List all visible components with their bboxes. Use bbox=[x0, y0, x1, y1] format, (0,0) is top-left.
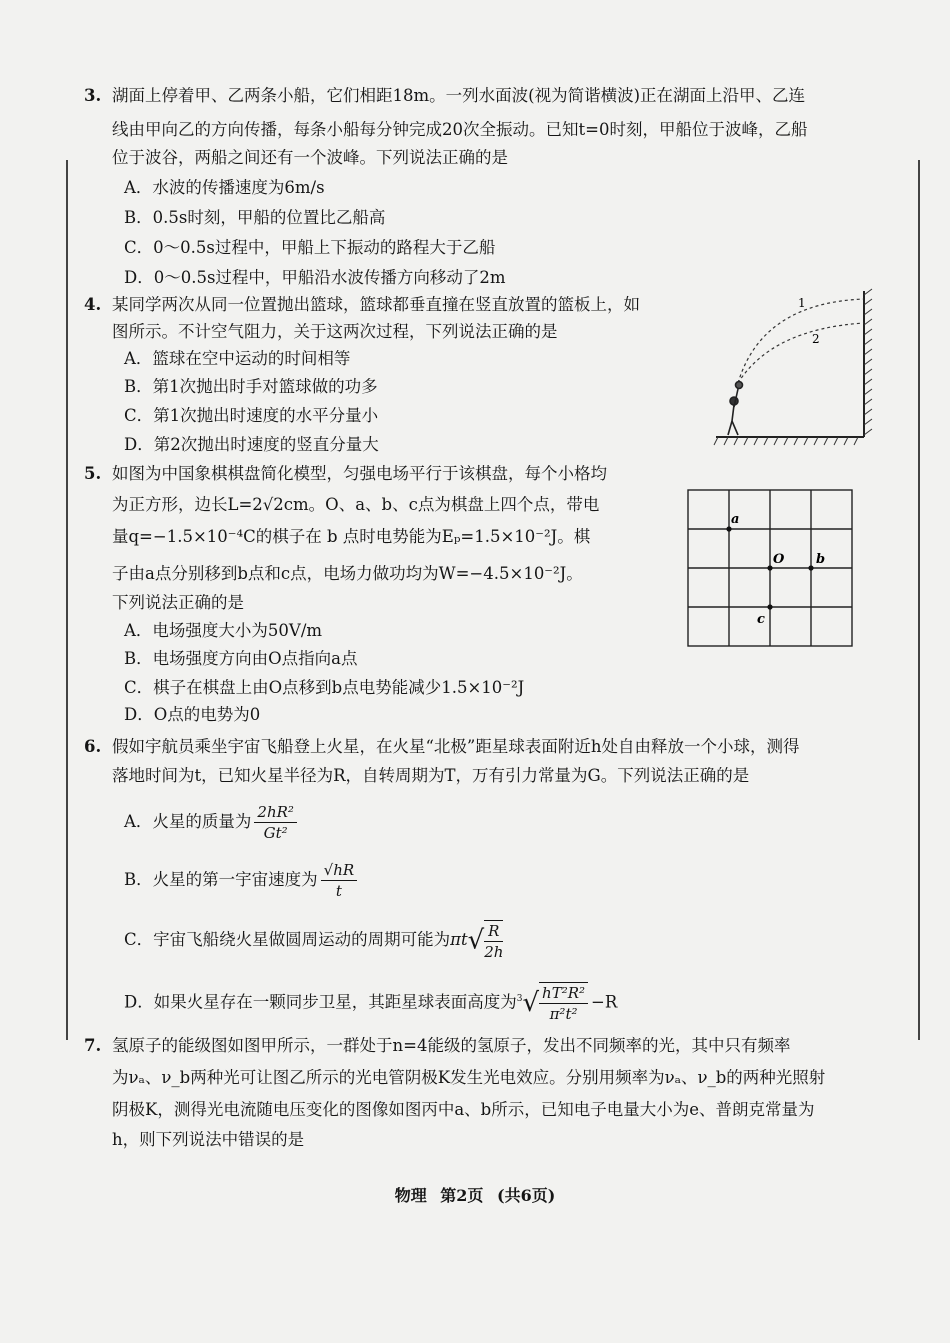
question-number: 4. bbox=[84, 295, 102, 314]
option-b: B．0.5s时刻，甲船的位置比乙船高 bbox=[124, 208, 386, 227]
stem-line: 阴极K，测得光电流随电压变化的图像如图丙中a、b所示，已知电子电量大小为e、普朗克常量为 bbox=[112, 1100, 815, 1119]
trajectory-label-1: 1 bbox=[798, 296, 806, 310]
point-a-label: a bbox=[731, 512, 740, 527]
option-c: C．宇宙飞船绕火星做圆周运动的周期可能为πt√ $\frac{R}{2h}$ bbox=[124, 921, 504, 961]
basketball-figure bbox=[712, 285, 884, 455]
question-number: 7. bbox=[84, 1036, 102, 1055]
stem-line: 量q=−1.5×10⁻⁴C的棋子在 b 点时电势能为Eₚ=1.5×10⁻²J。棋 bbox=[112, 527, 591, 546]
stem-line: 为νₐ、ν_b两种光可让图乙所示的光电管阴极K发生光电效应。分别用频率为νₐ、ν_b的两种光照射 bbox=[112, 1068, 826, 1087]
question-number: 6. bbox=[84, 737, 102, 756]
question-number: 3. bbox=[84, 86, 102, 105]
player-icon bbox=[728, 382, 743, 436]
option-b: B．火星的第一宇宙速度为 $\frac{√hR}{t}$ bbox=[124, 858, 360, 902]
option-d: D．如果火星存在一颗同步卫星，其距星球表面高度为$^3$√ $\frac{\text{hT²R²}}{\text{π²t²}}$ −R bbox=[124, 984, 618, 1023]
point-b-label: b bbox=[816, 552, 826, 567]
option-b: B．第1次抛出时手对篮球做的功多 bbox=[124, 377, 378, 396]
stem-line: 子由a点分别移到b点和c点，电场力做功均为W=−4.5×10⁻²J。 bbox=[112, 564, 583, 583]
stem-line: 如图为中国象棋棋盘简化模型，匀强电场平行于该棋盘，每个小格均 bbox=[112, 464, 607, 483]
option-a: A．水波的传播速度为6m/s bbox=[124, 178, 325, 197]
option-c: C．0～0.5s过程中，甲船上下振动的路程大于乙船 bbox=[124, 238, 496, 257]
stem-line: 某同学两次从同一位置抛出篮球，篮球都垂直撞在竖直放置的篮板上，如 bbox=[112, 295, 640, 314]
stem-line: 为正方形，边长L=2√2cm。O、a、b、c点为棋盘上四个点，带电 bbox=[112, 495, 600, 514]
option-d: D．第2次抛出时速度的竖直分量大 bbox=[124, 435, 379, 454]
footer-subject: 物理 bbox=[394, 1186, 427, 1205]
page-footer bbox=[0, 1183, 950, 1206]
option-a: A．电场强度大小为50V/m bbox=[124, 621, 323, 640]
stem-line: 线由甲向乙的方向传播，每条小船每分钟完成20次全振动。已知t=0时刻，甲船位于波峰，乙船 bbox=[112, 120, 808, 139]
stem-line: h，则下列说法中错误的是 bbox=[112, 1130, 305, 1149]
stem-line: 湖面上停着甲、乙两条小船，它们相距18m。一列水面波(视为简谐横波)正在湖面上沿甲、乙连 bbox=[112, 86, 806, 105]
left-margin-line bbox=[66, 160, 68, 1040]
stem-line: 位于波谷，两船之间还有一个波峰。下列说法正确的是 bbox=[112, 148, 508, 167]
option-d: D．O点的电势为0 bbox=[124, 705, 261, 724]
footer-total: (共6页) bbox=[497, 1186, 556, 1205]
footer-page: 第2页 bbox=[440, 1186, 484, 1205]
stem-line: 下列说法正确的是 bbox=[112, 593, 244, 612]
chessboard-figure bbox=[686, 488, 856, 652]
option-a: A．火星的质量为 $\frac{\text{2hR²}}{\text{Gt²}}$ bbox=[124, 800, 300, 844]
point-c-label: c bbox=[757, 612, 765, 627]
question-number: 5. bbox=[84, 464, 102, 483]
stem-line: 落地时间为t，已知火星半径为R，自转周期为T，万有引力常量为G。下列说法正确的是 bbox=[112, 766, 750, 785]
option-a: A．篮球在空中运动的时间相等 bbox=[124, 349, 351, 368]
trajectory-label-2: 2 bbox=[812, 332, 820, 346]
stem-line: 假如宇航员乘坐宇宙飞船登上火星，在火星“北极”距星球表面附近h处自由释放一个小球，测得 bbox=[112, 737, 800, 756]
point-o-label: O bbox=[773, 552, 785, 567]
stem-line: 氢原子的能级图如图甲所示，一群处于n=4能级的氢原子，发出不同频率的光，其中只有频率 bbox=[112, 1036, 791, 1055]
option-b: B．电场强度方向由O点指向a点 bbox=[124, 649, 358, 668]
stem-line: 图所示。不计空气阻力，关于这两次过程，下列说法正确的是 bbox=[112, 322, 558, 341]
right-margin-line bbox=[918, 160, 920, 1040]
option-d: D．0～0.5s过程中，甲船沿水波传播方向移动了2m bbox=[124, 268, 506, 287]
option-c: C．棋子在棋盘上由O点移到b点电势能减少1.5×10⁻²J bbox=[124, 678, 525, 697]
option-c: C．第1次抛出时速度的水平分量小 bbox=[124, 406, 379, 425]
